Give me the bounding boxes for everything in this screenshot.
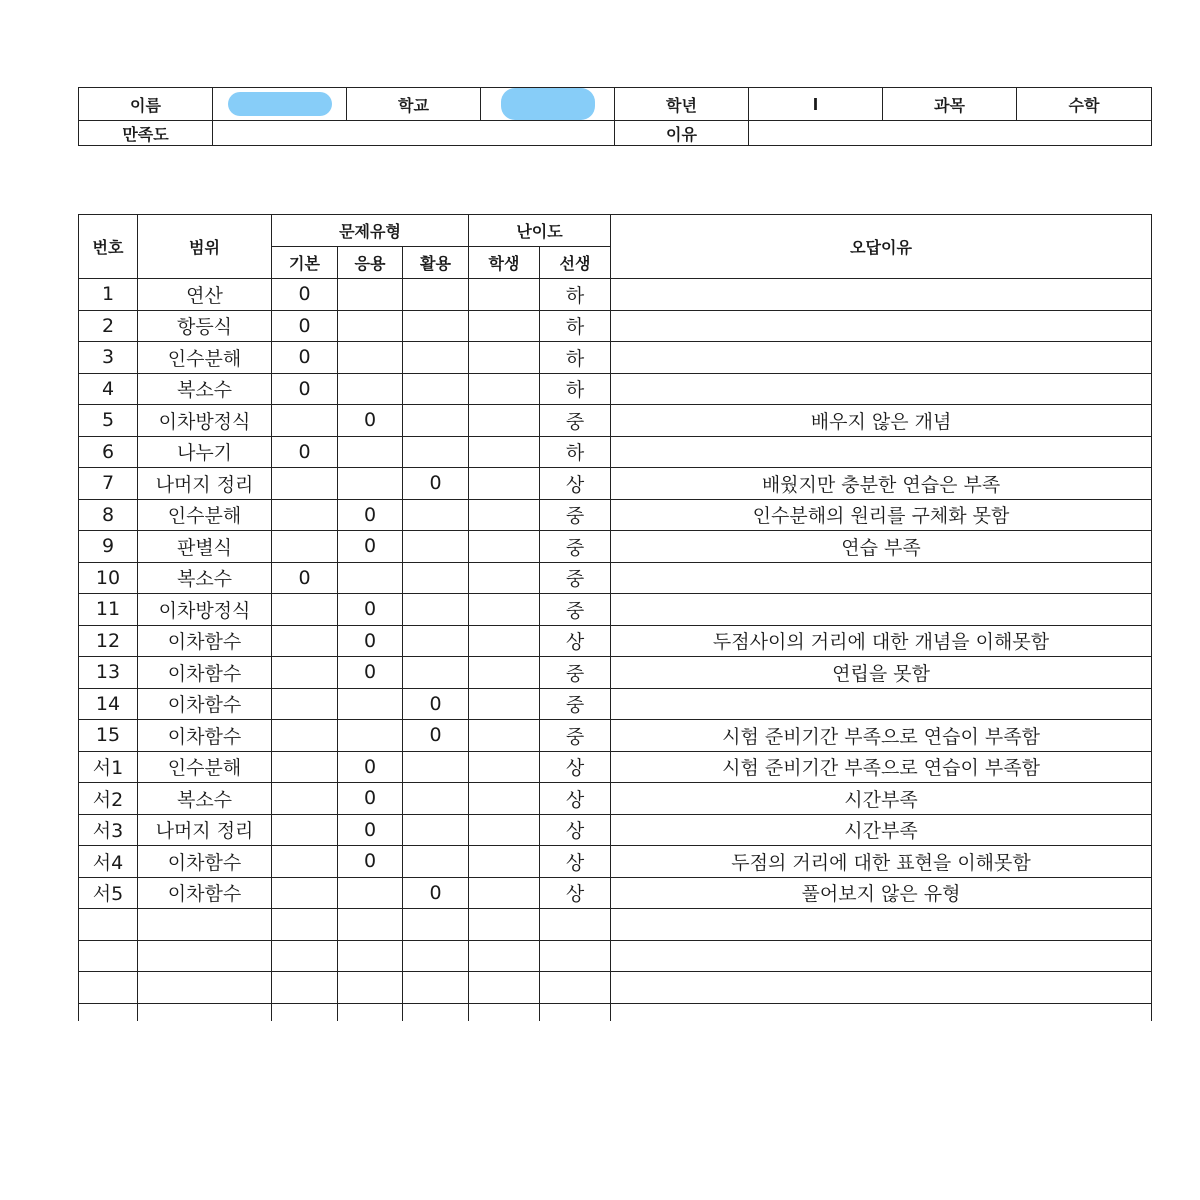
empty-cell [403, 972, 469, 1004]
cell-teacher: 중 [540, 594, 611, 626]
cell-utilization [403, 594, 469, 626]
cell-student [469, 877, 540, 909]
header-wrong-reason: 오답이유 [611, 215, 1152, 279]
reason-label: 이유 [615, 121, 749, 146]
cell-applied: 0 [338, 405, 403, 437]
cell-number: 2 [79, 310, 138, 342]
cell-applied [338, 877, 403, 909]
cell-utilization [403, 279, 469, 311]
cell-number: 12 [79, 625, 138, 657]
header-range: 범위 [138, 215, 272, 279]
empty-cell [338, 1003, 403, 1021]
cell-number: 14 [79, 688, 138, 720]
cell-number: 서2 [79, 783, 138, 815]
cell-teacher: 상 [540, 814, 611, 846]
empty-cell [403, 940, 469, 972]
empty-row [79, 972, 1152, 1004]
cell-reason: 풀어보지 않은 유형 [611, 877, 1152, 909]
cell-reason [611, 562, 1152, 594]
cell-utilization: 0 [403, 720, 469, 752]
cell-number: 8 [79, 499, 138, 531]
table-row [79, 342, 1152, 374]
header-student: 학생 [469, 247, 540, 279]
cell-basic [272, 783, 338, 815]
cell-reason [611, 436, 1152, 468]
cell-range: 항등식 [138, 310, 272, 342]
table-row [79, 783, 1152, 815]
cell-range: 나머지 정리 [138, 814, 272, 846]
cell-range: 인수분해 [138, 751, 272, 783]
cell-range: 이차함수 [138, 625, 272, 657]
cell-applied: 0 [338, 814, 403, 846]
cell-teacher: 중 [540, 531, 611, 563]
cell-teacher: 중 [540, 720, 611, 752]
cell-student [469, 594, 540, 626]
cell-applied [338, 310, 403, 342]
name-label: 이름 [79, 88, 213, 121]
cell-applied: 0 [338, 531, 403, 563]
school-label: 학교 [347, 88, 481, 121]
cell-applied [338, 720, 403, 752]
cell-teacher: 하 [540, 279, 611, 311]
cell-reason [611, 373, 1152, 405]
empty-cell [138, 940, 272, 972]
cell-basic [272, 688, 338, 720]
cell-reason [611, 342, 1152, 374]
cell-reason: 두점의 거리에 대한 표현을 이해못함 [611, 846, 1152, 878]
cell-applied [338, 468, 403, 500]
empty-cell [138, 972, 272, 1004]
cell-basic [272, 468, 338, 500]
cell-number: 3 [79, 342, 138, 374]
empty-cell [272, 972, 338, 1004]
empty-cell [79, 909, 138, 941]
cell-student [469, 720, 540, 752]
subject-value: 수학 [1017, 88, 1152, 121]
cell-reason: 시험 준비기간 부족으로 연습이 부족함 [611, 720, 1152, 752]
cell-teacher: 상 [540, 846, 611, 878]
reason-value [749, 121, 1152, 146]
cell-range: 나누기 [138, 436, 272, 468]
cell-reason [611, 688, 1152, 720]
cell-range: 이차함수 [138, 657, 272, 689]
cell-student [469, 436, 540, 468]
table-row [79, 468, 1152, 500]
cell-teacher: 중 [540, 562, 611, 594]
cell-reason: 시간부족 [611, 783, 1152, 815]
empty-cell [403, 909, 469, 941]
header-problem-type: 문제유형 [272, 215, 469, 247]
header-difficulty: 난이도 [469, 215, 611, 247]
header-basic: 기본 [272, 247, 338, 279]
cell-reason: 배웠지만 충분한 연습은 부족 [611, 468, 1152, 500]
empty-row [79, 940, 1152, 972]
cell-basic [272, 594, 338, 626]
satisfaction-label: 만족도 [79, 121, 213, 146]
cell-number: 1 [79, 279, 138, 311]
student-info-table [78, 87, 1152, 146]
empty-cell [79, 1003, 138, 1021]
cell-utilization [403, 846, 469, 878]
cell-number: 10 [79, 562, 138, 594]
table-row [79, 405, 1152, 437]
grade-label: 학년 [615, 88, 749, 121]
cell-basic [272, 405, 338, 437]
cell-basic [272, 657, 338, 689]
subject-label: 과목 [883, 88, 1017, 121]
empty-cell [138, 1003, 272, 1021]
cell-utilization [403, 657, 469, 689]
empty-cell [79, 940, 138, 972]
cell-range: 복소수 [138, 562, 272, 594]
cell-student [469, 373, 540, 405]
cell-utilization: 0 [403, 877, 469, 909]
cell-basic [272, 814, 338, 846]
table-row [79, 310, 1152, 342]
cell-teacher: 상 [540, 877, 611, 909]
cell-number: 6 [79, 436, 138, 468]
empty-cell [138, 909, 272, 941]
cell-reason [611, 310, 1152, 342]
cell-utilization: 0 [403, 468, 469, 500]
empty-cell [338, 909, 403, 941]
cell-student [469, 279, 540, 311]
cell-student [469, 310, 540, 342]
empty-cell [469, 909, 540, 941]
cell-applied [338, 562, 403, 594]
cell-applied [338, 373, 403, 405]
cell-teacher: 상 [540, 468, 611, 500]
cell-range: 인수분해 [138, 342, 272, 374]
empty-cell [540, 1003, 611, 1021]
cell-utilization [403, 562, 469, 594]
cell-applied: 0 [338, 751, 403, 783]
cell-basic [272, 720, 338, 752]
cell-student [469, 562, 540, 594]
empty-cell [403, 1003, 469, 1021]
cell-range: 이차방정식 [138, 405, 272, 437]
cell-applied: 0 [338, 499, 403, 531]
cell-student [469, 783, 540, 815]
cell-range: 나머지 정리 [138, 468, 272, 500]
cell-basic: 0 [272, 342, 338, 374]
cell-range: 이차함수 [138, 846, 272, 878]
cell-range: 이차방정식 [138, 594, 272, 626]
cell-reason: 연습 부족 [611, 531, 1152, 563]
empty-cell [272, 940, 338, 972]
cell-number: 9 [79, 531, 138, 563]
table-row [79, 720, 1152, 752]
cell-range: 이차함수 [138, 877, 272, 909]
cell-utilization: 0 [403, 688, 469, 720]
cell-reason: 연립을 못함 [611, 657, 1152, 689]
cell-utilization [403, 342, 469, 374]
empty-cell [338, 972, 403, 1004]
cell-basic [272, 846, 338, 878]
cell-basic: 0 [272, 562, 338, 594]
cell-number: 15 [79, 720, 138, 752]
table-row [79, 279, 1152, 311]
empty-cell [540, 940, 611, 972]
cell-utilization [403, 499, 469, 531]
empty-cell [79, 972, 138, 1004]
cell-range: 이차함수 [138, 688, 272, 720]
cell-utilization [403, 751, 469, 783]
cell-applied: 0 [338, 846, 403, 878]
cell-utilization [403, 531, 469, 563]
cell-applied [338, 436, 403, 468]
empty-cell [540, 909, 611, 941]
cell-reason: 인수분해의 원리를 구체화 못함 [611, 499, 1152, 531]
cell-teacher: 하 [540, 373, 611, 405]
empty-cell [272, 909, 338, 941]
cell-applied: 0 [338, 594, 403, 626]
cell-basic [272, 531, 338, 563]
empty-cell [469, 940, 540, 972]
cell-teacher: 중 [540, 499, 611, 531]
cell-reason [611, 594, 1152, 626]
empty-cell [540, 972, 611, 1004]
cell-number: 5 [79, 405, 138, 437]
cell-applied: 0 [338, 783, 403, 815]
cell-teacher: 중 [540, 405, 611, 437]
cell-utilization [403, 436, 469, 468]
name-redaction [228, 92, 332, 116]
empty-cell [611, 972, 1152, 1004]
satisfaction-value [213, 121, 615, 146]
empty-cell [338, 940, 403, 972]
wrong-answer-table [78, 214, 1152, 1021]
cell-reason [611, 279, 1152, 311]
cell-reason: 시간부족 [611, 814, 1152, 846]
table-row [79, 814, 1152, 846]
grade-value: l [749, 88, 883, 121]
cell-teacher: 하 [540, 310, 611, 342]
header-utilization: 활용 [403, 247, 469, 279]
cell-basic: 0 [272, 436, 338, 468]
cell-student [469, 688, 540, 720]
cell-range: 인수분해 [138, 499, 272, 531]
cell-basic: 0 [272, 279, 338, 311]
name-value [213, 88, 347, 121]
cell-basic: 0 [272, 373, 338, 405]
cell-number: 서1 [79, 751, 138, 783]
cell-number: 11 [79, 594, 138, 626]
cell-reason: 시험 준비기간 부족으로 연습이 부족함 [611, 751, 1152, 783]
cell-utilization [403, 310, 469, 342]
empty-row [79, 1003, 1152, 1021]
table-row [79, 562, 1152, 594]
cell-range: 이차함수 [138, 720, 272, 752]
cell-utilization [403, 814, 469, 846]
cell-basic: 0 [272, 310, 338, 342]
cell-applied [338, 688, 403, 720]
cell-basic [272, 625, 338, 657]
cell-student [469, 751, 540, 783]
cell-basic [272, 751, 338, 783]
cell-student [469, 657, 540, 689]
table-row [79, 846, 1152, 878]
table-row [79, 594, 1152, 626]
cell-teacher: 하 [540, 436, 611, 468]
cell-utilization [403, 373, 469, 405]
cell-number: 서5 [79, 877, 138, 909]
empty-cell [611, 909, 1152, 941]
cell-student [469, 342, 540, 374]
empty-cell [469, 1003, 540, 1021]
table-row [79, 877, 1152, 909]
cell-range: 복소수 [138, 783, 272, 815]
empty-cell [611, 1003, 1152, 1021]
cell-student [469, 814, 540, 846]
cell-range: 판별식 [138, 531, 272, 563]
cell-number: 7 [79, 468, 138, 500]
table-row [79, 499, 1152, 531]
cell-utilization [403, 405, 469, 437]
cell-teacher: 하 [540, 342, 611, 374]
cell-teacher: 중 [540, 657, 611, 689]
cell-student [469, 468, 540, 500]
cell-reason: 배우지 않은 개념 [611, 405, 1152, 437]
header-applied: 응용 [338, 247, 403, 279]
cell-utilization [403, 783, 469, 815]
cell-applied: 0 [338, 625, 403, 657]
table-row [79, 688, 1152, 720]
cell-range: 연산 [138, 279, 272, 311]
empty-row [79, 909, 1152, 941]
cell-number: 서3 [79, 814, 138, 846]
cell-applied: 0 [338, 657, 403, 689]
cell-teacher: 상 [540, 625, 611, 657]
cell-teacher: 상 [540, 783, 611, 815]
school-value [481, 88, 615, 121]
cell-basic [272, 499, 338, 531]
cell-number: 서4 [79, 846, 138, 878]
cell-student [469, 405, 540, 437]
table-row [79, 657, 1152, 689]
cell-teacher: 중 [540, 688, 611, 720]
cell-number: 4 [79, 373, 138, 405]
table-row [79, 373, 1152, 405]
empty-cell [469, 972, 540, 1004]
cell-number: 13 [79, 657, 138, 689]
cell-applied [338, 342, 403, 374]
cell-basic [272, 877, 338, 909]
cell-range: 복소수 [138, 373, 272, 405]
cell-applied [338, 279, 403, 311]
cell-utilization [403, 625, 469, 657]
header-number: 번호 [79, 215, 138, 279]
cell-student [469, 531, 540, 563]
empty-cell [611, 940, 1152, 972]
cell-student [469, 625, 540, 657]
header-teacher: 선생 [540, 247, 611, 279]
cell-teacher: 상 [540, 751, 611, 783]
table-row [79, 531, 1152, 563]
cell-student [469, 846, 540, 878]
cell-reason: 두점사이의 거리에 대한 개념을 이해못함 [611, 625, 1152, 657]
table-row [79, 436, 1152, 468]
table-row [79, 751, 1152, 783]
empty-cell [272, 1003, 338, 1021]
table-row [79, 625, 1152, 657]
cell-student [469, 499, 540, 531]
school-redaction [501, 88, 595, 120]
